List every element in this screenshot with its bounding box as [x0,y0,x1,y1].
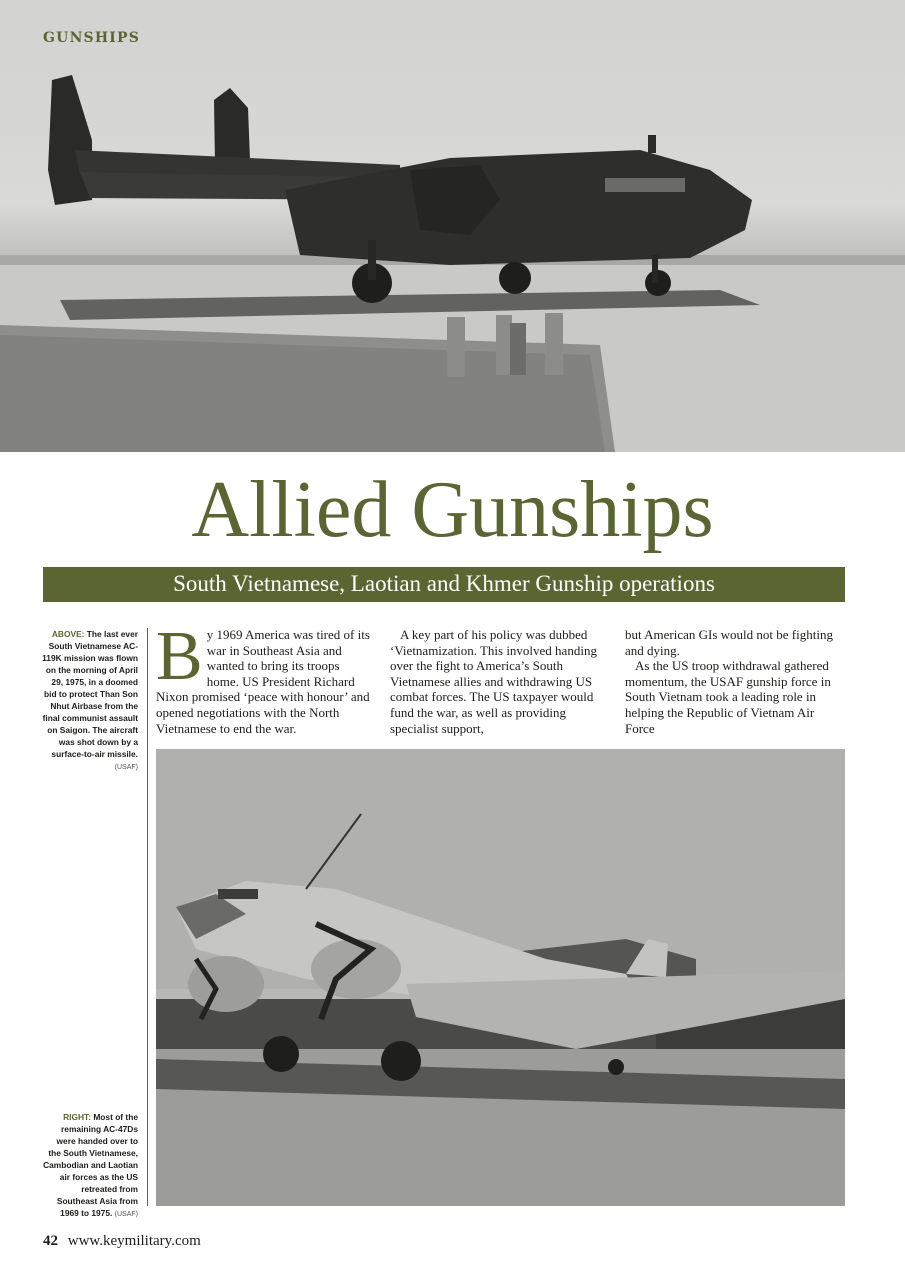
ac119k-photo-drawing [0,0,905,452]
subtitle-bar [43,567,845,602]
body-column-1 [156,618,370,736]
body-paragraph-1: y 1969 America was tired of its war in Southeast Asia and wanted to bring its troops home. US President Richard Nixon promised ‘peace with honour’ and opened negotiations with the North Vietnamese to end the war. [156,627,370,736]
body-paragraph-4: As the US troop withdrawal gathered momentum, the USAF gunship force in South Vietnam took a leading role in helping the Republic of Vietnam Air Force [625,658,831,736]
section-label: GUNSHIPS [43,30,141,46]
caption-above-credit: (USAF) [114,764,138,771]
ac119k-photo [0,0,905,452]
caption-above [42,628,138,774]
body-column-3 [625,627,845,736]
ac47d-photo-drawing [156,749,845,1206]
caption-right-text: Most of the remaining AC-47Ds were handed over to the South Vietnamese, Cambodian and Laotian air forces as the US retreated from Southeast Asia from 1969 to 1975. [43,1112,138,1218]
caption-above-text: The last ever South Vietnamese AC-119K mission was flown on the morning of April 29, 1975, in a doomed bid to protect Than Son Nhut Airbase from the final communist assault on Saigon. The aircraft was shot down by a surface-to-air missile. [42,629,138,759]
body-paragraph-3: but American GIs would not be fighting and dying. [625,627,833,658]
headline: Allied Gunships [191,466,714,554]
caption-right [42,1111,138,1221]
caption-rule [147,628,148,1206]
subtitle-text: South Vietnamese, Laotian and Khmer Gunship operations [173,571,715,596]
caption-right-credit: (USAF) [114,1211,138,1218]
drop-cap: B [156,618,203,695]
ac47d-photo [156,749,845,1206]
caption-right-lead: RIGHT: [63,1112,91,1122]
body-paragraph-2: A key part of his policy was dubbed ‘Vietnamization. This involved handing over the fight to America’s South Vietnamese allies and withdrawing US combat forces. The US taxpayer would fund the war, as well as providing specialist support, [390,627,597,736]
page-number: 42 [43,1233,58,1249]
caption-above-lead: ABOVE: [51,629,85,639]
body-column-2 [390,627,604,736]
footer-url[interactable]: www.keymilitary.com [67,1233,201,1249]
page-footer [43,1233,201,1250]
